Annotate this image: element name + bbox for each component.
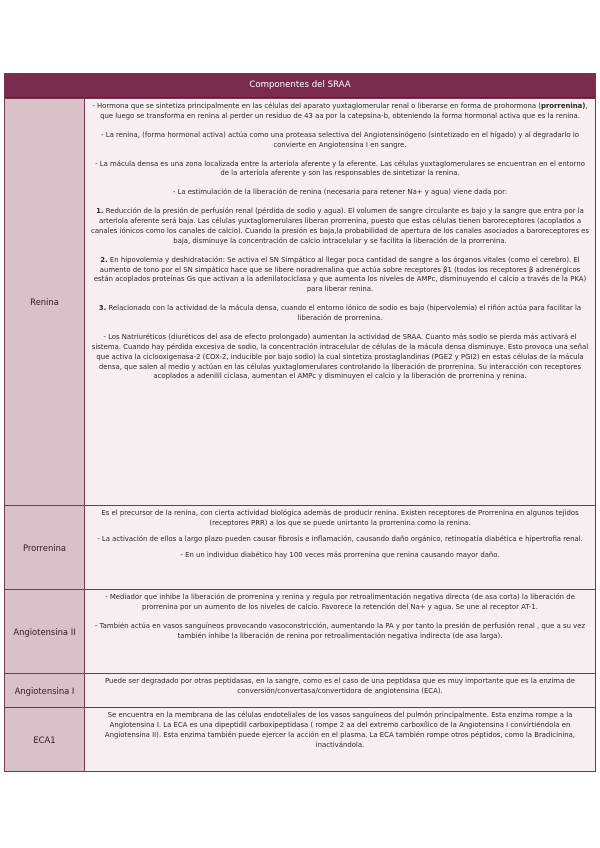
row-content-angiotensina-ii <box>85 590 595 673</box>
row-angiotensina-i <box>5 673 595 707</box>
row-prorrenina <box>5 505 595 589</box>
row-content-eca1 <box>85 708 595 771</box>
renina-paragraph-8: - Los Natriuréticos (diuréticos del asa de efecto prolongado) aumentan la actividad de SRAA. Cuanto más sodio se pierda más activará el sistema. Cuando hay pérdida excesiva de sodio, la concentración intracelular de células de la mácula densa disminuye. Esto provoca una señal que activa la ciclooxigenasa-2 (COX-2, inducible por bajo sodio) la cual sintetiza prostaglandinas (PGE2 y PGI2) en estas células de la mácula densa, que salen al medio y actúan en las células yuxtaglomerulares controlando la liberación de prorrenina. Su interacción con receptores acoplados a adenilil ciclasa, aumentan el AMPc y disminuyen el calcio y la liberación de prorrenina y renina. <box>91 332 589 381</box>
renina-paragraph-2: - La renina, (forma hormonal activa) actúa como una proteasa selectiva del Angiotensinógeno (sintetizado en el hígado) y al degradarlo lo convierte en Angiotensina I en sangre. <box>101 130 579 149</box>
eca1-paragraph-1: Se encuentra en la membrana de las células endoteliales de los vasos sanguíneos del pulmón principalmente. Esta enzima rompe a la Angiotensina I. La ECA es una dipeptidil carboxipeptidasa ( rompe 2 aa del extremo carboxílico de la Angiotensina I convirtiéndola en Angiotensina II). Esta enzima también puede ejercer la acción en el plasma. La ECA también rompe otros péptidos, como la Bradicinina, inactivándola. <box>104 711 576 749</box>
angiotensina-i-paragraph-1: Puede ser degradado por otras peptidasas, en la sangre, como es el caso de una peptidasa que es muy importante que es la enzima de conversión/convertasa/convertidora de angiotensina (ECA). <box>104 677 576 695</box>
prorrenina-paragraph-2: - La activación de ellos a largo plazo pueden causar fibrosis e inflamación, causando daño orgánico, retinopatía diabética e hipertrofia renal. <box>97 534 583 543</box>
row-angiotensina-ii <box>5 589 595 673</box>
renina-paragraph-7: 3. Relacionado con la actividad de la mácula densa, cuando el entorno iónico de sodio es bajo (hipervolemia) el riñón actúa para facilitar la liberación de prorrenina. <box>98 304 582 322</box>
row-content-renina <box>85 99 595 505</box>
row-label-angiotensina-i: Angiotensina I <box>5 674 85 707</box>
renina-paragraph-1: - Hormona que se sintetiza principalmente en las células del aparato yuxtaglomerular renal o liberarse en forma de prohormona (prorrenina), que luego se transforma en renina al perder un residuo de 43 aa por la catepsina-b, obteniendo la forma hormonal activa que es la renina. <box>92 102 588 120</box>
renina-paragraph-3: - La mácula densa es una zona localizada entre la arteriola aferente y la eferente. Las células yuxtaglomerulares se encuentran en el entorno de la arteriola aferente y son las responsables de sintetizar la renina. <box>95 159 585 178</box>
renina-paragraph-6: 2. En hipovolemia y deshidratación: Se activa el SN Simpático al llegar poca cantidad de sangre a los órganos vitales (como el cerebro). El aumento de tono por el SN simpático hace que se libere noradrenalina que actúa sobre receptores β1 (todos los receptores β adrenérgicos están acoplados proteínas Gs que activan a la adenilatociclasa y que aumenta los niveles de AMPc, disminuyendo el calcio a través de la PKA) para liberar renina. <box>93 255 587 294</box>
sraa-table <box>4 73 596 772</box>
row-label-eca1: ECA1 <box>5 708 85 771</box>
row-content-prorrenina <box>85 506 595 589</box>
angiotensina-ii-paragraph-1: - Mediador que inhibe la liberación de prorrenina y renina y regula por retroalimentación negativa directa (de asa corta) la liberación de prorrenina por un aumento de los niveles de calcio. Favorece la retención del Na+ y agua. Se une al receptor AT-1. <box>105 593 575 611</box>
row-label-prorrenina: Prorrenina <box>5 506 85 589</box>
prorrenina-paragraph-3: - En un individuo diabético hay 100 veces más prorrenina que renina causando mayor daño. <box>180 550 500 559</box>
row-content-angiotensina-i <box>85 674 595 707</box>
prorrenina-paragraph-1: Es el precursor de la renina, con cierta actividad biológica además de producir renina. Existen receptores de Prorrenina en algunos tejidos (receptores PRR) a los que se puede unirtanto la prorrenina como la renina. <box>101 509 579 527</box>
renina-paragraph-5: 1. Reducción de la presión de perfusión renal (pérdida de sodio y agua). El volumen de sangre circulante es bajo y la sangre que entra por la arteriola aferente será baja. Las células yuxtaglomerulares liberan prorrenina, puesto que estas células tienen baroreceptores (acoplados a canales iónicos como los canales de calcio). Cuando la presión es baja,la probabilidad de apertura de los canales asociados a baroreceptores es baja, disminuye la concentración de calcio intracelular y se facilita la liberación de la prorrenina. <box>91 207 589 245</box>
angiotensina-ii-paragraph-2: - También actúa en vasos sanguíneos provocando vasoconstricción, aumentando la PA y por tanto la presión de perfusión renal , que a su vez también inhibe la liberación de renina por retroalimentación negativa indirecta (de asa larga). <box>94 621 586 640</box>
row-label-angiotensina-ii: Angiotensina II <box>5 590 85 673</box>
row-label-renina: Renina <box>5 99 85 505</box>
renina-paragraph-4: - La estimulación de la liberación de renina (necesaria para retener Na+ y agua) viene dada por: <box>172 188 508 197</box>
row-renina <box>5 98 595 505</box>
table-title: Componentes del SRAA <box>5 74 595 98</box>
row-eca1 <box>5 707 595 771</box>
